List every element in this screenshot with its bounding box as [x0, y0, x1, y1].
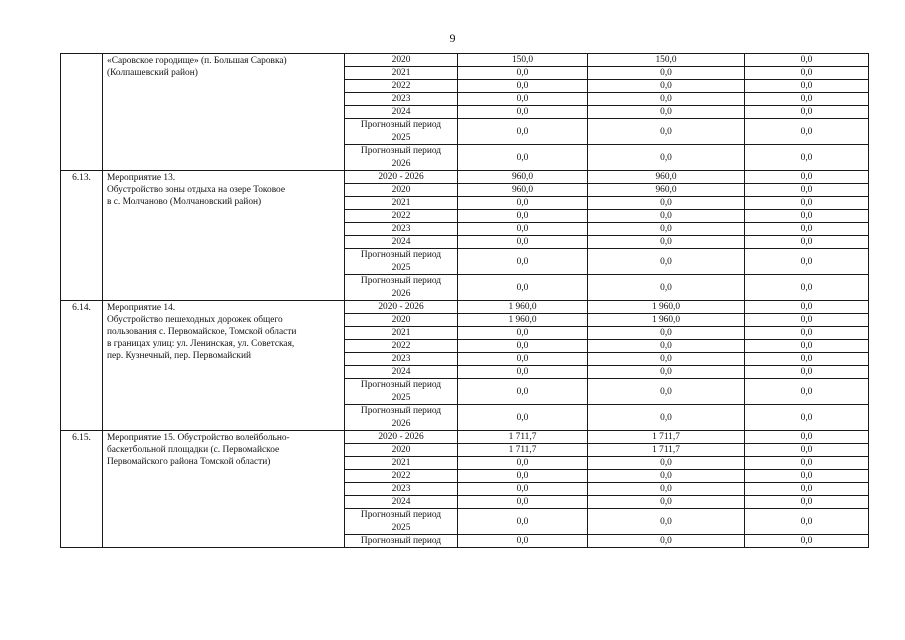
total-value-cell: 0,0 [458, 236, 588, 249]
section-number: 6.13. [61, 171, 103, 301]
period-cell [345, 431, 458, 444]
budget-value-cell: 0,0 [588, 366, 745, 379]
period-cell [345, 483, 458, 496]
section-name [103, 301, 345, 431]
other-value-cell: 0,0 [745, 509, 869, 535]
budget-value-cell: 0,0 [588, 119, 745, 145]
section-number: 6.15. [61, 431, 103, 548]
other-value-cell: 0,0 [745, 444, 869, 457]
period-line: Прогнозный период [360, 120, 442, 130]
table-row [61, 431, 869, 444]
period-line: 2023 [391, 354, 411, 364]
budget-value-cell: 0,0 [588, 236, 745, 249]
table-row [61, 54, 869, 67]
period-cell [345, 496, 458, 509]
period-cell [345, 93, 458, 106]
section-name-line: Первомайского района Томской области) [107, 457, 271, 467]
period-cell [345, 223, 458, 236]
other-value-cell: 0,0 [745, 535, 869, 548]
total-value-cell: 0,0 [458, 249, 588, 275]
section-name-line: Обустройство зоны отдыха на озере Токовое [107, 185, 286, 195]
budget-value-cell: 1 711,7 [588, 431, 745, 444]
section-name-line: Мероприятие 14. [107, 303, 176, 313]
period-cell [345, 444, 458, 457]
period-cell [345, 171, 458, 184]
other-value-cell: 0,0 [745, 223, 869, 236]
total-value-cell: 0,0 [458, 275, 588, 301]
section-name-line: пользования с. Первомайское, Томской области [107, 327, 297, 337]
period-cell [345, 301, 458, 314]
total-value-cell: 0,0 [458, 366, 588, 379]
budget-value-cell: 0,0 [588, 509, 745, 535]
budget-value-cell: 0,0 [588, 249, 745, 275]
other-value-cell: 0,0 [745, 184, 869, 197]
period-line: 2023 [391, 484, 411, 494]
period-line: 2024 [391, 367, 411, 377]
page-number: 9 [449, 31, 456, 45]
period-cell [345, 54, 458, 67]
period-cell [345, 353, 458, 366]
period-cell [345, 236, 458, 249]
budget-value-cell: 1 960,0 [588, 301, 745, 314]
budget-value-cell: 0,0 [588, 457, 745, 470]
budget-value-cell: 0,0 [588, 327, 745, 340]
period-line: 2024 [391, 107, 411, 117]
other-value-cell: 0,0 [745, 275, 869, 301]
period-line: 2025 [391, 132, 411, 143]
period-cell [345, 457, 458, 470]
section-name [103, 54, 345, 171]
other-value-cell: 0,0 [745, 119, 869, 145]
budget-value-cell: 0,0 [588, 275, 745, 301]
budget-value-cell: 0,0 [588, 535, 745, 548]
other-value-cell: 0,0 [745, 483, 869, 496]
period-cell [345, 106, 458, 119]
budget-value-cell: 0,0 [588, 405, 745, 431]
budget-value-cell: 0,0 [588, 210, 745, 223]
period-line: 2021 [391, 198, 411, 208]
total-value-cell: 0,0 [458, 496, 588, 509]
period-line: 2020 [391, 445, 411, 455]
section-name-line: «Саровское городище» (п. Большая Саровка) [107, 56, 287, 66]
period-cell [345, 366, 458, 379]
total-value-cell: 0,0 [458, 119, 588, 145]
period-cell [345, 184, 458, 197]
section-name-line: в с. Молчаново (Молчановский район) [107, 197, 262, 207]
period-line: 2022 [391, 341, 411, 351]
period-cell [345, 327, 458, 340]
total-value-cell: 0,0 [458, 223, 588, 236]
period-cell [345, 340, 458, 353]
other-value-cell: 0,0 [745, 496, 869, 509]
section-name-line: баскетбольной площадки (с. Первомайское [107, 445, 280, 455]
period-cell [345, 145, 458, 171]
budget-value-cell: 0,0 [588, 379, 745, 405]
period-cell [345, 405, 458, 431]
total-value-cell: 1 960,0 [458, 301, 588, 314]
period-cell [345, 210, 458, 223]
period-line: 2026 [391, 418, 411, 429]
period-line: 2020 - 2026 [378, 172, 424, 182]
total-value-cell: 0,0 [458, 80, 588, 93]
period-line: 2024 [391, 237, 411, 247]
budget-value-cell: 0,0 [588, 496, 745, 509]
total-value-cell: 0,0 [458, 197, 588, 210]
total-value-cell: 0,0 [458, 457, 588, 470]
other-value-cell: 0,0 [745, 210, 869, 223]
period-cell [345, 249, 458, 275]
period-line: 2020 [391, 55, 411, 65]
other-value-cell: 0,0 [745, 327, 869, 340]
total-value-cell: 1 711,7 [458, 444, 588, 457]
period-line: Прогнозный период [360, 510, 442, 520]
total-value-cell: 1 960,0 [458, 314, 588, 327]
budget-value-cell: 0,0 [588, 353, 745, 366]
period-line: Прогнозный период [360, 406, 442, 416]
period-line: 2024 [391, 497, 411, 507]
table-row [61, 301, 869, 314]
period-line: 2021 [391, 328, 411, 338]
other-value-cell: 0,0 [745, 457, 869, 470]
section-name-line: Мероприятие 13. [107, 173, 176, 183]
period-line: 2025 [391, 392, 411, 403]
total-value-cell: 960,0 [458, 171, 588, 184]
period-cell [345, 379, 458, 405]
other-value-cell: 0,0 [745, 431, 869, 444]
other-value-cell: 0,0 [745, 470, 869, 483]
period-cell [345, 470, 458, 483]
other-value-cell: 0,0 [745, 171, 869, 184]
total-value-cell: 0,0 [458, 327, 588, 340]
budget-value-cell: 0,0 [588, 145, 745, 171]
total-value-cell: 0,0 [458, 106, 588, 119]
period-cell [345, 197, 458, 210]
other-value-cell: 0,0 [745, 93, 869, 106]
period-line: 2025 [391, 522, 411, 533]
period-line: 2023 [391, 94, 411, 104]
total-value-cell: 0,0 [458, 509, 588, 535]
other-value-cell: 0,0 [745, 249, 869, 275]
table-row [61, 171, 869, 184]
period-line: 2026 [391, 158, 411, 169]
period-line: Прогнозный период [360, 250, 442, 260]
total-value-cell: 0,0 [458, 353, 588, 366]
period-line: 2020 - 2026 [378, 432, 424, 442]
total-value-cell: 0,0 [458, 340, 588, 353]
budget-value-cell: 0,0 [588, 483, 745, 496]
other-value-cell: 0,0 [745, 340, 869, 353]
period-line: 2025 [391, 262, 411, 273]
other-value-cell: 0,0 [745, 379, 869, 405]
total-value-cell: 150,0 [458, 54, 588, 67]
budget-value-cell: 960,0 [588, 184, 745, 197]
total-value-cell: 0,0 [458, 210, 588, 223]
other-value-cell: 0,0 [745, 236, 869, 249]
total-value-cell: 960,0 [458, 184, 588, 197]
period-cell [345, 314, 458, 327]
period-line: 2021 [391, 68, 411, 78]
period-line: Прогнозный период [360, 380, 442, 390]
total-value-cell: 0,0 [458, 405, 588, 431]
other-value-cell: 0,0 [745, 405, 869, 431]
total-value-cell: 0,0 [458, 67, 588, 80]
other-value-cell: 0,0 [745, 301, 869, 314]
total-value-cell: 0,0 [458, 535, 588, 548]
other-value-cell: 0,0 [745, 353, 869, 366]
period-cell [345, 119, 458, 145]
period-line: 2022 [391, 81, 411, 91]
other-value-cell: 0,0 [745, 54, 869, 67]
section-name [103, 171, 345, 301]
other-value-cell: 0,0 [745, 67, 869, 80]
budget-value-cell: 960,0 [588, 171, 745, 184]
period-cell [345, 67, 458, 80]
section-name [103, 431, 345, 548]
section-name-line: в границах улиц: ул. Ленинская, ул. Советская, [107, 339, 295, 349]
budget-value-cell: 0,0 [588, 93, 745, 106]
budget-table [60, 53, 869, 548]
section-name-line: (Колпашевский район) [107, 68, 198, 78]
period-line: 2020 [391, 185, 411, 195]
other-value-cell: 0,0 [745, 366, 869, 379]
section-name-line: Мероприятие 15. Обустройство волейбольно- [107, 433, 290, 443]
table-body [61, 54, 869, 548]
other-value-cell: 0,0 [745, 197, 869, 210]
period-line: 2020 [391, 315, 411, 325]
budget-value-cell: 0,0 [588, 340, 745, 353]
total-value-cell: 0,0 [458, 470, 588, 483]
period-line: 2021 [391, 458, 411, 468]
total-value-cell: 1 711,7 [458, 431, 588, 444]
other-value-cell: 0,0 [745, 106, 869, 119]
period-line: 2023 [391, 224, 411, 234]
period-line: 2026 [391, 288, 411, 299]
period-line: 2022 [391, 471, 411, 481]
other-value-cell: 0,0 [745, 314, 869, 327]
period-cell [345, 535, 458, 548]
section-name-line: пер. Кузнечный, пер. Первомайский [107, 351, 252, 361]
budget-value-cell: 0,0 [588, 106, 745, 119]
budget-value-cell: 0,0 [588, 223, 745, 236]
budget-value-cell: 0,0 [588, 80, 745, 93]
budget-value-cell: 1 711,7 [588, 444, 745, 457]
budget-value-cell: 0,0 [588, 470, 745, 483]
period-line: 2022 [391, 211, 411, 221]
period-cell [345, 80, 458, 93]
period-line: 2020 - 2026 [378, 302, 424, 312]
other-value-cell: 0,0 [745, 80, 869, 93]
section-name-line: Обустройство пешеходных дорожек общего [107, 315, 283, 325]
budget-value-cell: 150,0 [588, 54, 745, 67]
period-line: Прогнозный период [360, 536, 442, 546]
total-value-cell: 0,0 [458, 145, 588, 171]
section-number [61, 54, 103, 171]
total-value-cell: 0,0 [458, 93, 588, 106]
period-line: Прогнозный период [360, 276, 442, 286]
period-line: Прогнозный период [360, 146, 442, 156]
total-value-cell: 0,0 [458, 379, 588, 405]
budget-value-cell: 0,0 [588, 197, 745, 210]
other-value-cell: 0,0 [745, 145, 869, 171]
period-cell [345, 275, 458, 301]
budget-value-cell: 0,0 [588, 67, 745, 80]
budget-value-cell: 1 960,0 [588, 314, 745, 327]
period-cell [345, 509, 458, 535]
section-number: 6.14. [61, 301, 103, 431]
total-value-cell: 0,0 [458, 483, 588, 496]
